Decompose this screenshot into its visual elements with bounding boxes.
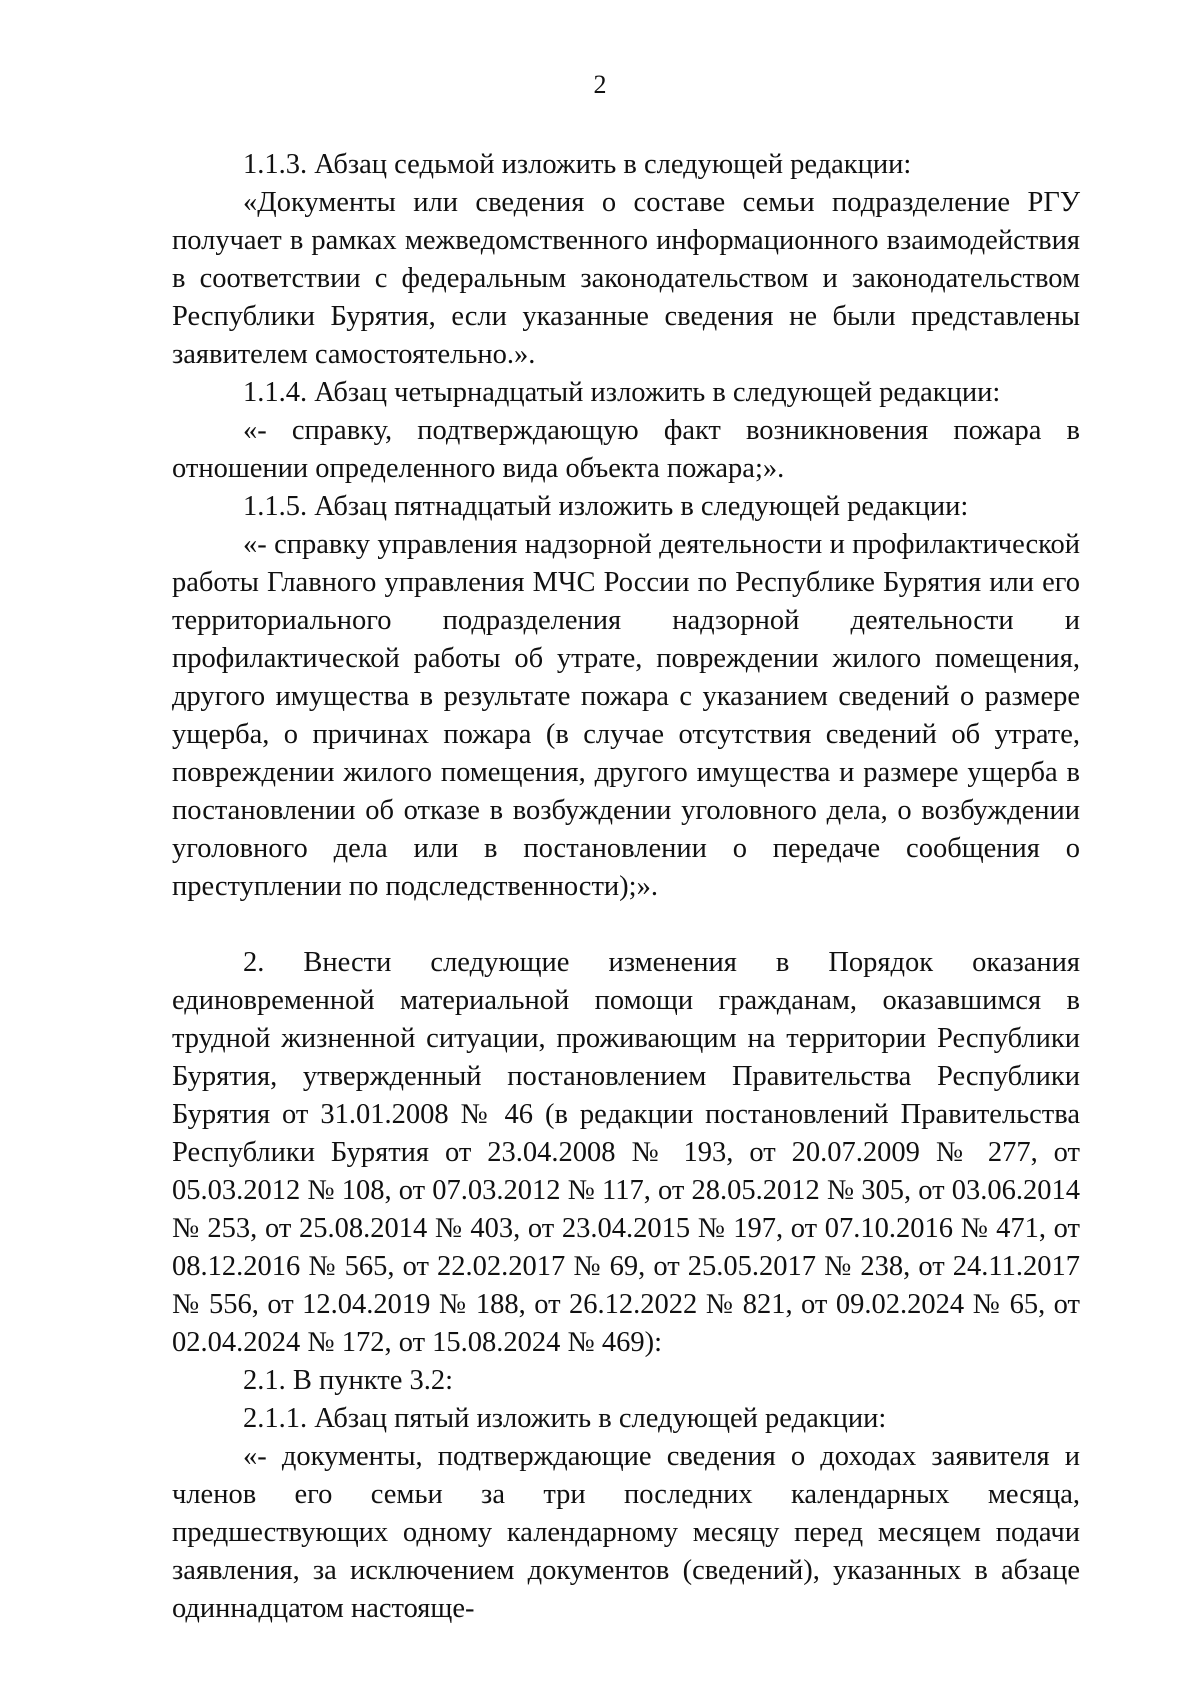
paragraph-2-amendments: 2. Внести следующие изменения в Порядок оказания единовременной материальной помощи гражданам, оказавшимся в трудной жизненной ситуации, проживающим на территории Республики Бурятия, утвержденный постановлением Правительства Республики Бурятия от 31.01.2008 № 46 (в редакции постановлений Правительства Республики Бурятия от 23.04.2008 № 193, от 20.07.2009 № 277, от 05.03.2012 № 108, от 07.03.2012 № 117, от 28.05.2012 № 305, от 03.06.2014 № 253, от 25.08.2014 № 403, от 23.04.2015 № 197, от 07.10.2016 № 471, от 08.12.2016 № 565, от 22.02.2017 № 69, от 25.05.2017 № 238, от 24.11.2017 № 556, от 12.04.2019 № 188, от 26.12.2022 № 821, от 09.02.2024 № 65, от 02.04.2024 № 172, от 15.08.2024 № 469): (172, 947, 1080, 1358)
paragraph-2-1-1-heading: 2.1.1. Абзац пятый изложить в следующей редакции: (243, 1403, 887, 1434)
paragraph-1-1-3-heading: 1.1.3. Абзац седьмой изложить в следующей редакции: (243, 149, 912, 180)
paragraph-2-1-heading: 2.1. В пункте 3.2: (243, 1365, 454, 1396)
paragraph-income-documents: «- документы, подтверждающие сведения о доходах заявителя и членов его семьи за три последних календарных месяца, предшествующих одному календарному месяцу перед месяцем подачи заявления, за исключением документов (сведений), указанных в абзаце одиннадцатом настояще- (172, 1441, 1080, 1624)
paragraph-emergency-certificate: «- справку управления надзорной деятельности и профилактической работы Главного управления МЧС России по Республике Бурятия или его территориального подразделения надзорной деятельности и профилактической работы об утрате, повреждении жилого помещения, другого имущества в результате пожара с указанием сведений о размере ущерба, о причинах пожара (в случае отсутствия сведений об утрате, повреждении жилого помещения, другого имущества и размере ущерба в постановлении об отказе в возбуждении уголовного дела, о возбуждении уголовного дела или в постановлении о передаче сообщения о преступлении по подследственности);». (172, 529, 1080, 902)
document-body (172, 146, 1080, 1628)
page-number: 2 (593, 70, 607, 99)
paragraph-1-1-5-heading: 1.1.5. Абзац пятнадцатый изложить в следующей редакции: (243, 491, 969, 522)
paragraph-family-documents: «Документы или сведения о составе семьи подразделение РГУ получает в рамках межведомственного информационного взаимодействия в соответствии с федеральным законодательством и законодательством Республики Бурятия, если указанные сведения не были представлены заявителем самостоятельно.». (172, 187, 1080, 370)
paragraph-fire-certificate: «- справку, подтверждающую факт возникновения пожара в отношении определенного вида объекта пожара;». (172, 415, 1080, 484)
paragraph-1-1-4-heading: 1.1.4. Абзац четырнадцатый изложить в следующей редакции: (243, 377, 1001, 408)
